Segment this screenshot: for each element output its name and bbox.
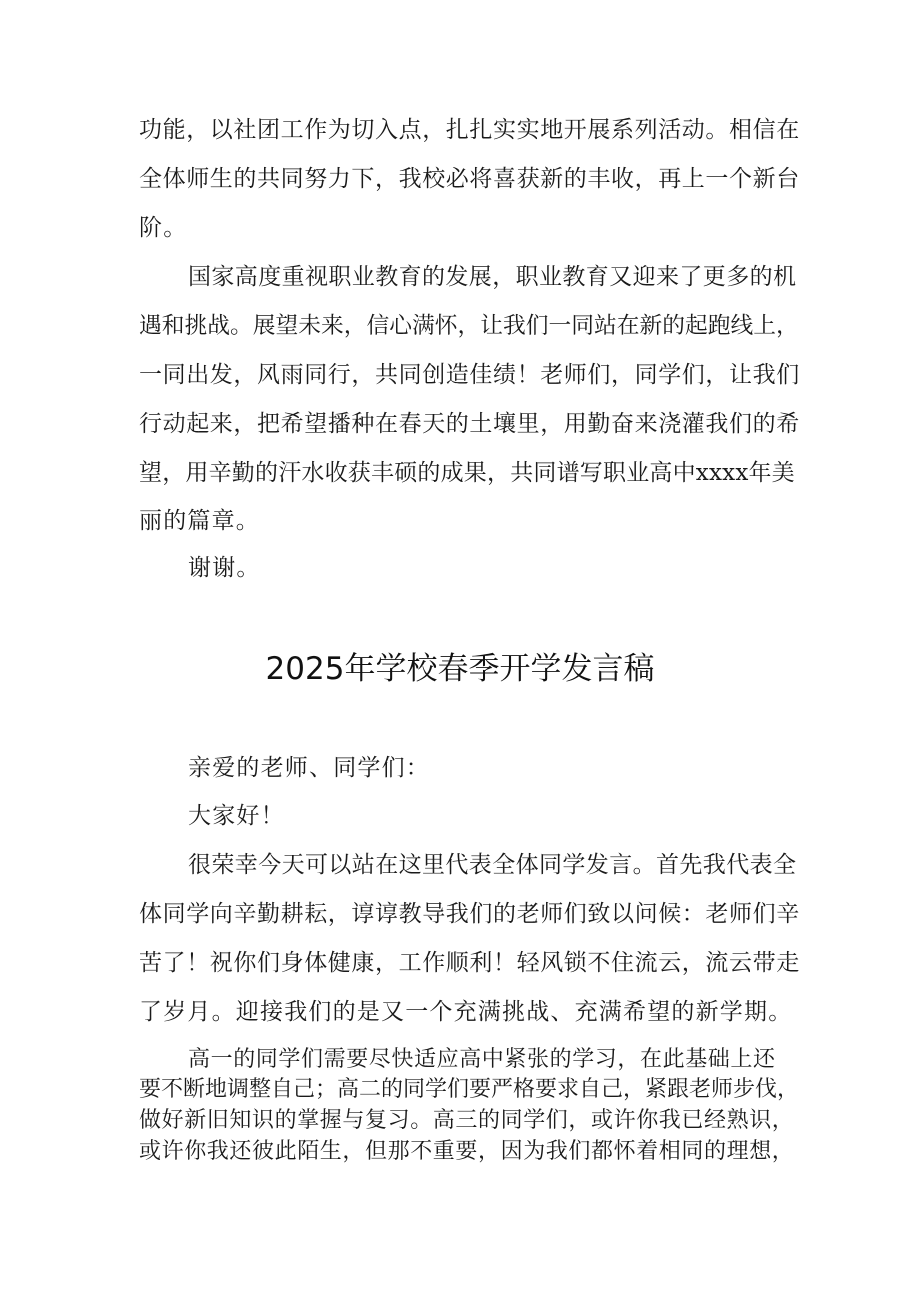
paragraph-line: 遇和挑战。展望未来，信心满怀，让我们一同站在新的起跑线上，: [139, 313, 799, 339]
paragraph-line: 高一的同学们需要尽快适应高中紧张的学习，在此基础上还: [188, 1047, 776, 1072]
paragraph-line: 功能，以社团工作为切入点，扎扎实实地开展系列活动。相信在: [139, 117, 800, 143]
paragraph-line: 行动起来，把希望播种在春天的土壤里，用勤奋来浇灌我们的希: [139, 411, 800, 437]
closing-line: 谢谢。: [188, 555, 261, 581]
paragraph-line: 体同学向辛勤耕耘，谆谆教导我们的老师们致以问候：老师们辛: [139, 901, 800, 927]
paragraph-line: 苦了！祝你们身体健康，工作顺利！轻风锁不住流云，流云带走: [139, 950, 800, 976]
paragraph-line: 了岁月。迎接我们的是又一个充满挑战、充满希望的新学期。: [139, 999, 793, 1025]
paragraph-line: 丽的篇章。: [139, 508, 260, 534]
paragraph-line: 全体师生的共同努力下，我校必将喜获新的丰收，再上一个新台: [139, 166, 800, 192]
paragraph-line: 很荣幸今天可以站在这里代表全体同学发言。首先我代表全: [188, 852, 797, 878]
salutation: 亲爱的老师、同学们：: [188, 755, 430, 781]
paragraph-line: 望，用辛勤的汗水收获丰硕的成果，共同谱写职业高中xxxx年美: [139, 460, 795, 486]
document-title: 2025年学校春季开学发言稿: [265, 651, 655, 687]
paragraph-line: 一同出发，风雨同行，共同创造佳绩！老师们，同学们，让我们: [139, 362, 800, 388]
paragraph-line: 阶。: [139, 215, 188, 241]
paragraph-line: 要不断地调整自己；高二的同学们要严格要求自己，紧跟老师步伐，: [139, 1077, 800, 1102]
paragraph-line: 做好新旧知识的掌握与复习。高三的同学们，或许你我已经熟识，: [139, 1108, 795, 1133]
greeting: 大家好！: [188, 803, 285, 829]
paragraph-line: 国家高度重视职业教育的发展，职业教育又迎来了更多的机: [188, 264, 797, 290]
paragraph-line: 或许你我还彼此陌生，但那不重要，因为我们都怀着相同的理想，: [139, 1139, 795, 1164]
